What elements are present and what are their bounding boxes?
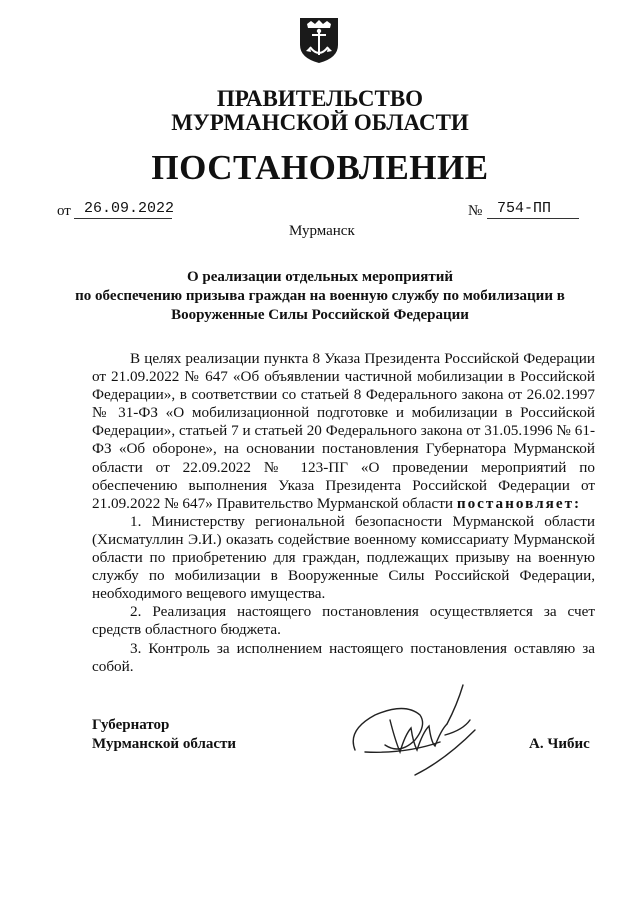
number-prefix: № [468, 203, 483, 219]
government-name-line1: ПРАВИТЕЛЬСТВО [216, 86, 424, 111]
signer-name: А. Чибис [529, 736, 590, 752]
subject-line3: Вооруженные Силы Российской Федерации [171, 307, 469, 323]
item-3: 3. Контроль за исполнением настоящего постановления оставляю за собой. [92, 639, 595, 675]
city-name: Мурманск [289, 223, 355, 239]
date-underline [74, 218, 172, 219]
subject-line2: по обеспечению призыва граждан на военную службу по мобилизации в [75, 288, 565, 304]
item-2: 2. Реализация настоящего постановления осуществляется за счет средств областного бюджета. [92, 603, 595, 639]
subject-line1: О реализации отдельных мероприятий [186, 269, 454, 285]
document-type-title: ПОСТАНОВЛЕНИЕ [151, 148, 489, 187]
signer-position-line1: Губернатор [92, 717, 170, 733]
government-name-line2: МУРМАНСКОЙ ОБЛАСТИ [171, 110, 469, 135]
preamble-paragraph [92, 350, 595, 513]
decree-word: постановляет: [456, 494, 582, 512]
coat-of-arms-icon [297, 15, 341, 65]
document-number: 754-ПП [497, 200, 552, 217]
item-1: 1. Министерству региональной безопасности Мурманской области (Хисматуллин Э.И.) оказать содействие военному комиссариату Мурманской области по приобретению для граждан, подлежащих призыву на военную службу по мобилизации в Вооруженные Силы Российской Федерации, необходимого вещевого имущества. [92, 512, 595, 603]
document-body [92, 350, 595, 676]
preamble-text: В целях реализации пункта 8 Указа Президента Российской Федерации от 21.09.2022 № 647 «Об объявлении частичной мобилизации в Российской Федерации», в соответствии со статьей 8 Федерального закона от 26.02.1997 № 31-ФЗ «О мобилизационной подготовке и мобилизации в Российской Федерации», статьей 7 и статьей 20 Федерального закона от 31.05.1996 № 61-ФЗ «Об обороне», на основании постановления Губернатора Мурманской области от 22.09.2022 № 123-ПГ «О проведении мероприятий по обеспечению выполнения Указа Президента Российской Федерации от 21.09.2022 № 647» Правительство Мурманской области [92, 350, 595, 512]
number-underline [487, 218, 579, 219]
handwritten-signature [345, 680, 505, 780]
document-date: 26.09.2022 [84, 200, 175, 217]
date-prefix: от [57, 203, 71, 219]
signer-position-line2: Мурманской области [92, 736, 237, 752]
